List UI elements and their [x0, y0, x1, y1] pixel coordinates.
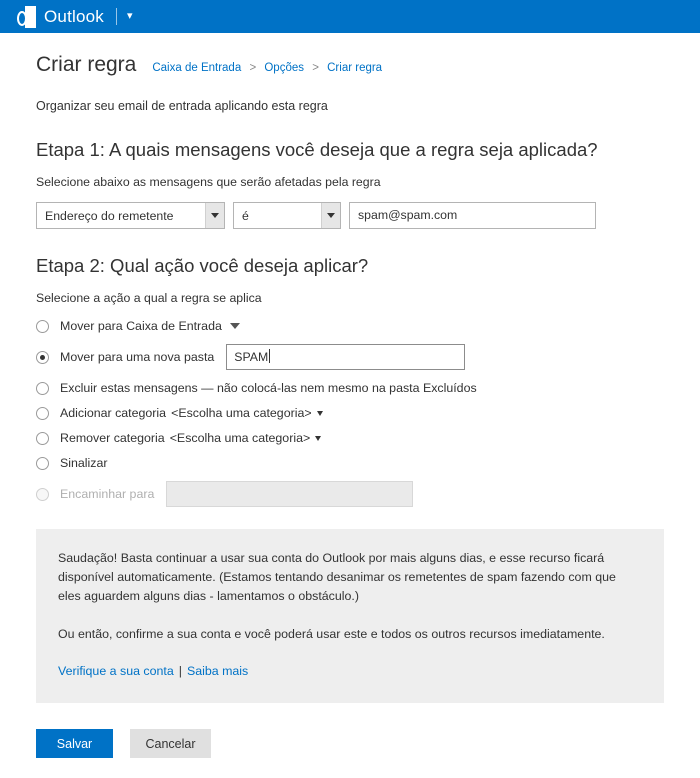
- new-folder-name-value: SPAM: [234, 350, 269, 364]
- step2-title: Etapa 2: Qual ação você deseja aplicar?: [36, 255, 369, 276]
- save-button[interactable]: Salvar: [36, 729, 113, 758]
- step1-title: Etapa 1: A quais mensagens você deseja que a regra seja aplicada?: [36, 139, 598, 160]
- action-option-flag[interactable]: [36, 456, 664, 470]
- radio-button[interactable]: [36, 320, 49, 333]
- radio-button[interactable]: [36, 457, 49, 470]
- text-cursor: [269, 349, 270, 363]
- page-header: [36, 53, 664, 77]
- step1-controls: [36, 202, 664, 229]
- remove-category-value[interactable]: <Escolha uma categoria>: [169, 431, 311, 445]
- radio-button[interactable]: [36, 351, 49, 364]
- radio-button: [36, 488, 49, 501]
- chevron-down-icon[interactable]: [205, 203, 224, 228]
- condition-value-input[interactable]: spam@spam.com: [349, 202, 596, 229]
- action-option-move-to-new-folder[interactable]: [36, 344, 664, 370]
- action-options-list: [36, 319, 664, 507]
- radio-button[interactable]: [36, 432, 49, 445]
- action-option-label: Remover categoria: [60, 431, 165, 445]
- action-option-label: Excluir estas mensagens — não colocá-las nem mesmo na pasta Excluídos: [60, 381, 477, 395]
- breadcrumb-item-options[interactable]: Opções: [264, 62, 304, 74]
- condition-select-value: é: [242, 208, 249, 223]
- app-topbar: [0, 0, 700, 33]
- page-title: Criar regra: [36, 53, 137, 76]
- app-brand-label: Outlook: [44, 6, 104, 26]
- action-option-label: Sinalizar: [60, 456, 108, 470]
- link-separator: |: [178, 663, 182, 678]
- step1-description: Selecione abaixo as mensagens que serão afetadas pela regra: [36, 175, 381, 189]
- page-content: [0, 53, 700, 778]
- notice-paragraph-1: Saudação! Basta continuar a usar sua conta do Outlook por mais alguns dias, e esse recurso ficará disponível automaticamente. (Estamos tentando desanimar os remetentes de spam fazendo com que eles aguardem alguns dias - lamentamos o obstáculo.): [58, 551, 616, 604]
- verify-account-link[interactable]: Verifique a sua conta: [58, 663, 174, 678]
- notice-links: [58, 662, 642, 681]
- radio-button[interactable]: [36, 407, 49, 420]
- action-option-label: Mover para Caixa de Entrada: [60, 319, 222, 333]
- new-folder-name-input[interactable]: [226, 344, 465, 370]
- chevron-down-icon[interactable]: [321, 203, 340, 228]
- radio-button[interactable]: [36, 382, 49, 395]
- breadcrumb-separator: >: [312, 62, 319, 74]
- add-category-value[interactable]: <Escolha uma categoria>: [171, 406, 312, 420]
- action-option-remove-category[interactable]: [36, 431, 664, 445]
- action-option-add-category[interactable]: [36, 406, 664, 420]
- cancel-button[interactable]: Cancelar: [130, 729, 211, 758]
- chevron-down-icon[interactable]: ▾: [127, 10, 133, 22]
- sender-field-select[interactable]: [36, 202, 225, 229]
- chevron-down-icon[interactable]: [230, 323, 240, 329]
- action-option-move-to-inbox[interactable]: [36, 319, 664, 333]
- action-option-delete-messages[interactable]: [36, 381, 664, 395]
- form-actions: [36, 729, 664, 778]
- action-option-label: Mover para uma nova pasta: [60, 350, 215, 364]
- action-option-forward-to: [36, 481, 664, 507]
- sender-field-select-value: Endereço do remetente: [45, 208, 174, 223]
- outlook-logo-icon: [14, 6, 36, 28]
- learn-more-link[interactable]: Saiba mais: [186, 663, 249, 678]
- topbar-divider: [116, 8, 117, 25]
- chevron-down-icon[interactable]: [315, 436, 321, 441]
- step2-description: Selecione a ação a qual a regra se aplica: [36, 291, 262, 305]
- breadcrumb: [152, 62, 382, 74]
- chevron-down-icon[interactable]: [317, 411, 323, 416]
- breadcrumb-item-current: Criar regra: [327, 62, 383, 74]
- notice-paragraph-2: Ou então, confirme a sua conta e você poderá usar este e todos os outros recursos imediatamente.: [58, 626, 605, 641]
- condition-select[interactable]: [233, 202, 341, 229]
- breadcrumb-separator: >: [249, 62, 257, 74]
- account-verification-notice: [36, 529, 664, 703]
- page-subtitle: Organizar seu email de entrada aplicando esta regra: [36, 99, 328, 113]
- breadcrumb-item-inbox[interactable]: Caixa de Entrada: [152, 62, 242, 74]
- forward-address-input: [166, 481, 413, 507]
- action-option-label: Adicionar categoria: [60, 406, 167, 420]
- action-option-label: Encaminhar para: [60, 487, 155, 501]
